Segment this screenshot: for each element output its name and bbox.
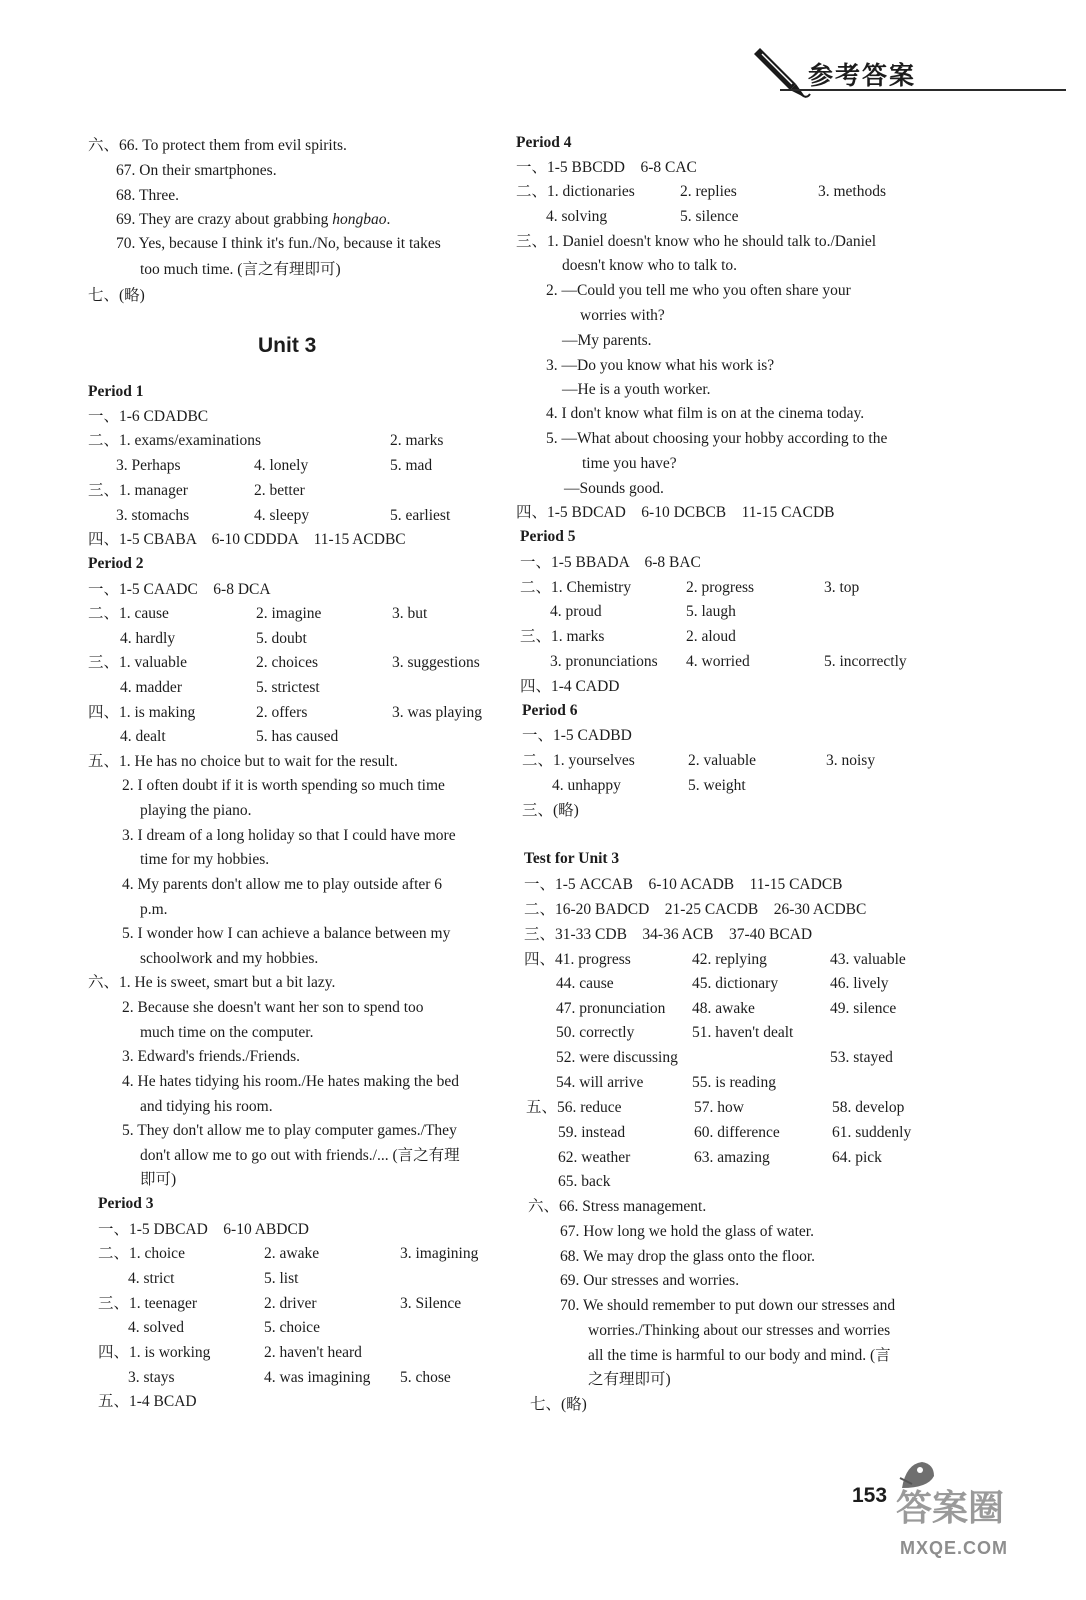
answer-line: p.m.	[140, 901, 168, 918]
answer-line: 二、1. cause	[88, 605, 169, 622]
answer-line: 四、1. is making	[88, 704, 196, 721]
answer-line: 3. noisy	[826, 752, 876, 769]
answer-line: 四、1-5 CBABA 6-10 CDDDA 11-15 ACDBC	[88, 531, 406, 548]
answer-line: 4. unhappy	[552, 777, 621, 794]
answer-line: 59. instead	[558, 1124, 626, 1141]
answer-line: 三、1. Daniel doesn't know who he should talk to./Daniel	[516, 233, 877, 250]
answer-line: 4. worried	[686, 653, 750, 670]
answer-line: 3. suggestions	[392, 654, 480, 671]
answer-line: 之有理即可)	[588, 1371, 671, 1388]
answer-line: 62. weather	[558, 1149, 631, 1166]
answer-line: 一、1-5 DBCAD 6-10 ABDCD	[98, 1221, 309, 1238]
answer-line: 4. solved	[128, 1319, 184, 1336]
answer-line: 5. strictest	[256, 679, 320, 696]
answer-line: 60. difference	[694, 1124, 780, 1141]
answer-line: 4. was imagining	[264, 1369, 371, 1386]
answer-line: time for my hobbies.	[140, 851, 270, 868]
answer-line: 4. hardly	[120, 630, 176, 647]
answer-line: all the time is harmful to our body and mind. (言	[588, 1347, 891, 1364]
answer-line: 二、16-20 BADCD 21-25 CACDB 26-30 ACDBC	[524, 901, 867, 918]
answer-line: 三、1. valuable	[88, 654, 188, 671]
period-heading: Period 3	[98, 1195, 154, 1212]
answer-line: 53. stayed	[830, 1049, 893, 1066]
answer-line: 4. solving	[546, 208, 608, 225]
test-heading: Test for Unit 3	[524, 850, 620, 867]
answer-line: 一、1-5 CAADC 6-8 DCA	[88, 581, 271, 598]
answer-line: 2. —Could you tell me who you often share your	[546, 282, 851, 299]
answer-line: 3. was playing	[392, 704, 482, 721]
answer-line: 57. how	[694, 1099, 744, 1116]
answer-line: 5. chose	[400, 1369, 451, 1386]
answer-line: 4. I don't know what film is on at the cinema today.	[546, 405, 865, 422]
period-heading: Period 5	[520, 528, 576, 545]
answer-line: 2. better	[254, 482, 305, 499]
answer-line: 70. Yes, because I think it's fun./No, because it takes	[116, 235, 441, 252]
answer-line: 七、(略)	[88, 287, 145, 304]
answer-line: don't allow me to go out with friends./... (言之有理	[140, 1147, 460, 1164]
answer-line: 即可)	[140, 1171, 177, 1188]
answer-line: 55. is reading	[692, 1074, 776, 1091]
answer-line: schoolwork and my hobbies.	[140, 950, 319, 967]
answer-line: 4. He hates tidying his room./He hates making the bed	[122, 1073, 460, 1090]
answer-line: 58. develop	[832, 1099, 905, 1116]
answer-line: 4. madder	[120, 679, 182, 696]
answer-line: 2. awake	[264, 1245, 320, 1262]
period-heading: Period 6	[522, 702, 578, 719]
answer-text: .	[386, 211, 391, 228]
answer-line: 67. On their smartphones.	[116, 162, 277, 179]
answer-line: 四、1-4 CADD	[520, 678, 620, 695]
answer-line: worries./Thinking about our stresses and worries	[588, 1322, 891, 1339]
answer-line: 44. cause	[556, 975, 614, 992]
answer-line: 5. weight	[688, 777, 746, 794]
answer-line: 67. How long we hold the glass of water.	[560, 1223, 814, 1240]
answer-line: 四、1-5 BDCAD 6-10 DCBCB 11-15 CACDB	[516, 504, 835, 521]
answer-line: 三、1. marks	[520, 628, 605, 645]
answer-line: 六、66. To protect them from evil spirits.	[88, 137, 347, 154]
answer-line: 5. They don't allow me to play computer games./They	[122, 1122, 457, 1139]
answer-line: 七、(略)	[530, 1396, 587, 1413]
answer-line: 一、1-5 ACCAB 6-10 ACADB 11-15 CADCB	[524, 876, 843, 893]
answer-line: 3. methods	[818, 183, 887, 200]
answer-line: 三、1. manager	[88, 482, 188, 499]
answer-line: 5. list	[264, 1270, 299, 1287]
answer-line: 5. choice	[264, 1319, 320, 1336]
answer-line: 二、1. exams/examinations	[88, 432, 262, 449]
answer-line: 3. top	[824, 579, 860, 596]
answer-line: 一、1-5 CADBD	[522, 727, 632, 744]
answer-line: doesn't know who to talk to.	[562, 257, 738, 274]
answer-line: 43. valuable	[830, 951, 906, 968]
answer-line: 二、1. Chemistry	[520, 579, 632, 596]
answer-line: 三、1. teenager	[98, 1295, 197, 1312]
answer-line: too much time. (言之有理即可)	[140, 261, 341, 278]
answer-line: 2. Because she doesn't want her son to spend too	[122, 999, 424, 1016]
answer-line: 四、1. is working	[98, 1344, 211, 1361]
answer-line: 一、1-5 BBADA 6-8 BAC	[520, 554, 701, 571]
answer-line: 五、1. He has no choice but to wait for the result.	[88, 753, 398, 770]
answer-line: 4. My parents don't allow me to play outside after 6	[122, 876, 443, 893]
answer-line: 三、31-33 CDB 34-36 ACB 37-40 BCAD	[524, 926, 813, 943]
answer-line: 2. valuable	[688, 752, 757, 769]
answer-line: time you have?	[582, 455, 677, 472]
answer-line: 5. has caused	[256, 728, 339, 745]
answer-line: 2. driver	[264, 1295, 317, 1312]
answer-line: 一、1-5 BBCDD 6-8 CAC	[516, 159, 697, 176]
answer-line: 2. marks	[390, 432, 444, 449]
answer-line: 4. strict	[128, 1270, 175, 1287]
answer-line: 47. pronunciation	[556, 1000, 666, 1017]
answer-line: 52. were discussing	[556, 1049, 678, 1066]
period-heading: Period 4	[516, 134, 572, 151]
answer-line: 3. Edward's friends./Friends.	[122, 1048, 301, 1065]
answer-line: —He is a youth worker.	[562, 381, 711, 398]
answer-line: 4. lonely	[254, 457, 309, 474]
answer-line: 2. haven't heard	[264, 1344, 362, 1361]
answer-line: 49. silence	[830, 1000, 897, 1017]
italic-word: hongbao	[332, 211, 387, 228]
answer-line: 3. —Do you know what his work is?	[546, 357, 775, 374]
answer-line: 4. sleepy	[254, 507, 310, 524]
answer-line: 61. suddenly	[832, 1124, 912, 1141]
answer-line: 5. incorrectly	[824, 653, 907, 670]
answer-line: 68. Three.	[116, 187, 179, 204]
answer-line: 一、1-6 CDADBC	[88, 408, 209, 425]
answer-line: 3. Perhaps	[116, 457, 181, 474]
period-heading: Period 2	[88, 555, 144, 572]
answer-line: 二、1. dictionaries	[516, 183, 635, 200]
answer-line: much time on the computer.	[140, 1024, 314, 1041]
answer-line: 2. imagine	[256, 605, 322, 622]
answer-line: 4. dealt	[120, 728, 166, 745]
answer-line: 2. choices	[256, 654, 318, 671]
answer-line: 2. progress	[686, 579, 755, 596]
page-number: 153	[852, 1484, 888, 1507]
pen-icon	[752, 44, 812, 102]
answer-line: 46. lively	[830, 975, 889, 992]
answer-line: 5. laugh	[686, 603, 736, 620]
answer-line: 五、56. reduce	[526, 1099, 622, 1116]
answer-line: 70. We should remember to put down our stresses and	[560, 1297, 896, 1314]
answer-line: 48. awake	[692, 1000, 755, 1017]
answer-line: 65. back	[558, 1173, 611, 1190]
period-heading: Period 1	[88, 383, 144, 400]
header-title: 参考答案	[808, 61, 917, 90]
answer-line: 5. —What about choosing your hobby according to the	[546, 430, 888, 447]
answer-line: —Sounds good.	[564, 480, 664, 497]
answer-line: 六、1. He is sweet, smart but a bit lazy.	[88, 974, 336, 991]
answer-line: 四、41. progress	[524, 951, 631, 968]
answer-line: 63. amazing	[694, 1149, 770, 1166]
answer-line: 3. Silence	[400, 1295, 462, 1312]
answer-line: 3. imagining	[400, 1245, 479, 1262]
answer-line: 3. stays	[128, 1369, 175, 1386]
answer-line: 45. dictionary	[692, 975, 779, 992]
answer-line: 5. earliest	[390, 507, 451, 524]
answer-line: 3. stomachs	[116, 507, 190, 524]
answer-line: 64. pick	[832, 1149, 882, 1166]
answer-line: 2. aloud	[686, 628, 736, 645]
answer-line: 5. mad	[390, 457, 433, 474]
unit-title: Unit 3	[258, 334, 317, 357]
answer-line: playing the piano.	[140, 802, 252, 819]
answer-line: 42. replying	[692, 951, 767, 968]
answer-line: 5. doubt	[256, 630, 307, 647]
watermark-cn: 答案圈	[896, 1488, 1005, 1529]
answer-line: 68. We may drop the glass onto the floor.	[560, 1248, 816, 1265]
answer-line: 54. will arrive	[556, 1074, 644, 1091]
answer-line: 六、66. Stress management.	[528, 1198, 707, 1215]
answer-line: 50. correctly	[556, 1024, 635, 1041]
answer-line: 五、1-4 BCAD	[98, 1393, 197, 1410]
answer-line: 2. offers	[256, 704, 308, 721]
answer-line: 2. replies	[680, 183, 737, 200]
answer-line: 3. pronunciations	[550, 653, 658, 670]
answer-line: 2. I often doubt if it is worth spending so much time	[122, 777, 445, 794]
answer-line: 二、1. yourselves	[522, 752, 635, 769]
answer-line: 三、(略)	[522, 802, 579, 819]
answer-line: worries with?	[580, 307, 665, 324]
answer-line: and tidying his room.	[140, 1098, 273, 1115]
answer-line: 3. I dream of a long holiday so that I could have more	[122, 827, 456, 844]
answer-line: 69. Our stresses and worries.	[560, 1272, 740, 1289]
watermark-url: MXQE.COM	[900, 1538, 1009, 1558]
answer-line: 二、1. choice	[98, 1245, 185, 1262]
answer-line: 51. haven't dealt	[692, 1024, 794, 1041]
answer-line: 5. I wonder how I can achieve a balance between my	[122, 925, 451, 942]
answer-line: 5. silence	[680, 208, 739, 225]
answer-line: 3. but	[392, 605, 428, 622]
answer-line: —My parents.	[562, 332, 652, 349]
answer-line: 4. proud	[550, 603, 602, 620]
answer-text: 69. They are crazy about grabbing	[116, 211, 333, 228]
answer-line	[116, 210, 390, 229]
